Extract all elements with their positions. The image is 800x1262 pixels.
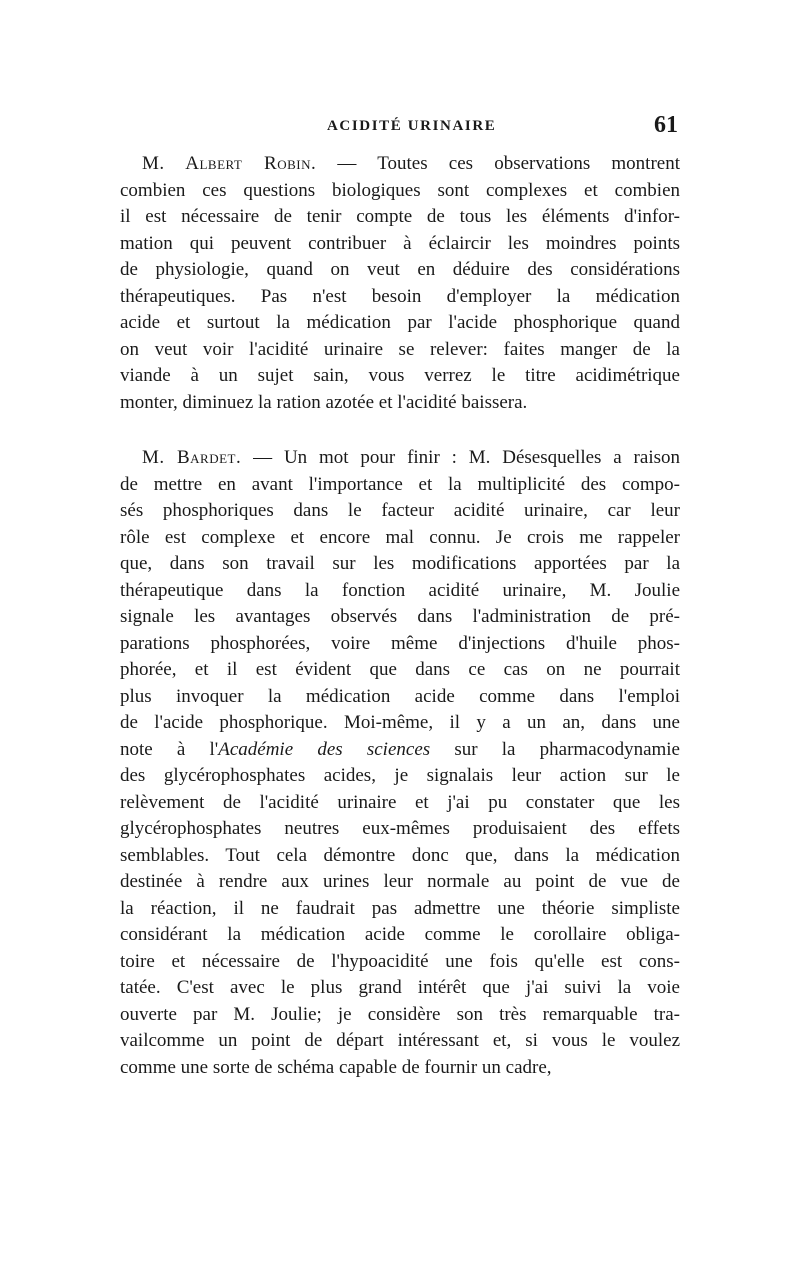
paragraph-line: parations phosphorées, voire même d'injections d'huile phos- (120, 632, 680, 654)
paragraph-line: viande à un sujet sain, vous verrez le titre acidimétrique (120, 365, 680, 386)
paragraph-line: plus invoquer la médication acide comme dans l'emploi (120, 685, 680, 707)
paragraph-line: sés phosphoriques dans le facteur acidité urinaire, car leur (120, 500, 680, 521)
paragraph-line: acide et surtout la médication par l'acide phosphorique quand (120, 312, 680, 333)
paragraph-line: vailcomme un point de départ intéressant et, si vous le voulez (120, 1030, 680, 1051)
paragraph-line: glycérophosphates neutres eux-mêmes produisaient des effets (120, 818, 680, 839)
paragraph-line: destinée à rendre aux urines leur normale au point de vue de (120, 871, 680, 892)
paragraph-line (120, 737, 680, 764)
paragraph-line (120, 151, 680, 178)
paragraph-line: signale les avantages observés dans l'administration de pré- (120, 606, 680, 627)
paragraph-line: combien ces questions biologiques sont complexes et combien (120, 179, 680, 201)
paragraph-line: de physiologie, quand on veut en déduire des considérations (120, 259, 680, 280)
paragraph-line: tatée. C'est avec le plus grand intérêt que j'ai suivi la voie (120, 977, 680, 998)
line-text: — Un mot pour finir : M. Désesquelles a raison (241, 447, 680, 468)
paragraph-line: relèvement de l'acidité urinaire et j'ai pu constater que les (120, 791, 680, 813)
running-title: ACIDITÉ URINAIRE (327, 118, 497, 134)
paragraph-line: de l'acide phosphorique. Moi-même, il y a un an, dans une (120, 712, 680, 733)
line-text: sur la pharmacodynamie (430, 738, 680, 760)
paragraph-line: considérant la médication acide comme le corollaire obliga- (120, 924, 680, 945)
paragraph-line: des glycérophosphates acides, je signalais leur action sur le (120, 765, 680, 786)
paragraph-line: rôle est complexe et encore mal connu. Je crois me rappeler (120, 526, 680, 548)
line-text: — Toutes ces observations montrent (316, 153, 680, 174)
paragraph-line: phorée, et il est évident que dans ce cas on ne pourrait (120, 659, 680, 680)
paragraph-line: thérapeutiques. Pas n'est besoin d'employer la médication (120, 285, 680, 307)
paragraph-albert-robin (120, 151, 680, 416)
line-text: note à l' (120, 738, 219, 760)
paragraph-bardet (120, 445, 680, 1081)
speaker-name: M. Bardet. (142, 447, 242, 468)
paragraph-line: ouverte par M. Joulie; je considère son très remarquable tra- (120, 1003, 680, 1025)
page-number: 61 (654, 112, 678, 138)
paragraph-line (120, 445, 680, 472)
paragraph-line: on veut voir l'acidité urinaire se relever: faites manger de la (120, 338, 680, 360)
paragraph-line: de mettre en avant l'importance et la multiplicité des compo- (120, 473, 680, 495)
paragraph-line: semblables. Tout cela démontre donc que, dans la médication (120, 844, 680, 866)
paragraph-line: monter, diminuez la ration azotée et l'acidité baissera. (120, 391, 528, 413)
paragraph-line: que, dans son travail sur les modifications apportées par la (120, 553, 680, 574)
paragraph-line: toire et nécessaire de l'hypoacidité une fois qu'elle est cons- (120, 950, 680, 972)
paragraph-line: mation qui peuvent contribuer à éclaircir les moindres points (120, 232, 680, 254)
speaker-name: M. Albert Robin. (142, 153, 317, 174)
paragraph-line: la réaction, il ne faudrait pas admettre une théorie simpliste (120, 897, 680, 919)
italic-title: Académie des sciences (218, 738, 431, 760)
paragraph-line: comme une sorte de schéma capable de fournir un cadre, (120, 1056, 552, 1078)
paragraph-line: thérapeutique dans la fonction acidité urinaire, M. Joulie (120, 579, 680, 601)
paragraph-line: il est nécessaire de tenir compte de tous les éléments d'infor- (120, 206, 680, 227)
